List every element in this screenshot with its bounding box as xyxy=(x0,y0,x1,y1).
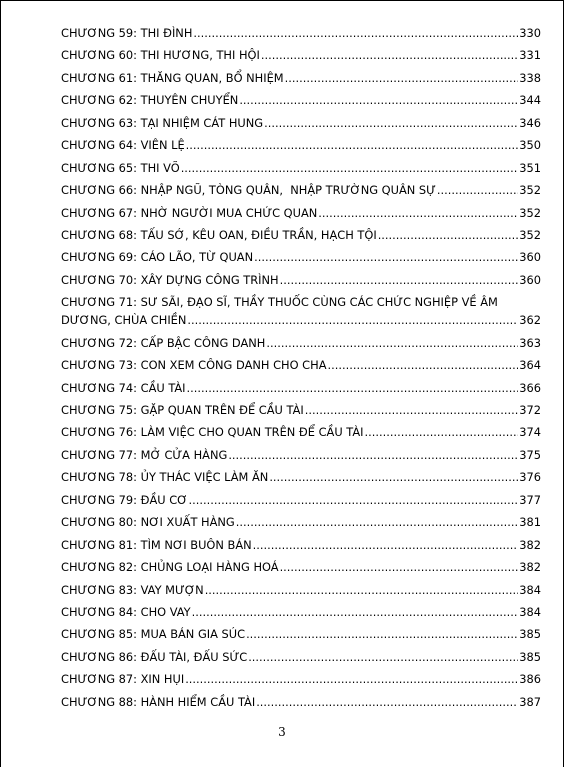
toc-entry-title: CHƯƠNG 77: MỞ CỬA HÀNG xyxy=(61,447,228,462)
toc-entry xyxy=(61,672,541,686)
toc-entry xyxy=(61,627,541,641)
toc-entry-title: CHƯƠNG 59: THI ĐÌNH xyxy=(61,26,193,40)
toc-entry xyxy=(61,515,541,529)
dot-leader xyxy=(185,672,518,686)
toc-entry xyxy=(61,183,541,197)
toc-entry-page: 382 xyxy=(519,537,541,552)
dot-leader xyxy=(228,448,518,462)
toc-entry-title: CHƯƠNG 73: CON XEM CÔNG DANH CHO CHA xyxy=(61,358,327,373)
dot-leader xyxy=(378,228,519,242)
dot-leader xyxy=(318,206,518,220)
dot-leader xyxy=(264,116,518,130)
toc-entry-title: CHƯƠNG 61: THĂNG QUAN, BỔ NHIỆM xyxy=(61,70,284,85)
toc-entry-page: 338 xyxy=(519,70,541,85)
toc-entry-page: 346 xyxy=(519,115,541,130)
toc-entry-page: 366 xyxy=(519,380,541,395)
toc-entry-title: CHƯƠNG 69: CÁO LÃO, TỪ QUAN xyxy=(61,250,254,265)
toc-entry-title: CHƯƠNG 88: HÀNH HIỂM CẦU TÀI xyxy=(61,694,256,709)
toc-entry xyxy=(61,93,541,107)
toc-entry xyxy=(61,116,541,130)
toc-entry-page: 352 xyxy=(519,183,541,198)
toc-entry-title: CHƯƠNG 79: ĐẦU CƠ xyxy=(61,492,188,507)
page-number: 3 xyxy=(278,725,286,739)
toc-entry-page: 363 xyxy=(519,335,541,350)
dot-leader xyxy=(236,515,519,529)
toc-entry-page: 375 xyxy=(519,447,541,462)
dot-leader xyxy=(253,538,519,552)
toc-entry-page: 376 xyxy=(519,470,541,485)
toc-entry xyxy=(61,695,541,709)
dot-leader xyxy=(254,250,518,264)
toc-entry xyxy=(61,71,541,85)
toc-entry-title: CHƯƠNG 76: LÀM VIỆC CHO QUAN TRÊN ĐỂ CẦU TÀI xyxy=(61,425,364,440)
toc-entry xyxy=(61,381,541,395)
dot-leader xyxy=(239,93,518,107)
toc-entry-title: CHƯƠNG 65: THI VÕ xyxy=(61,160,180,175)
toc-entry-title: CHƯƠNG 71: SƯ SÃI, ĐẠO SĨ, THẦY THUỐC CÙNG CÁC CHỨC NGHIỆP VỀ ÂM xyxy=(61,295,498,310)
toc-entry-title: CHƯƠNG 64: VIÊN LỆ xyxy=(61,138,185,153)
toc-entry xyxy=(61,403,541,417)
table-of-contents xyxy=(61,26,541,717)
toc-entry xyxy=(61,26,541,40)
dot-leader xyxy=(365,425,519,439)
toc-entry-title: CHƯƠNG 78: ỦY THÁC VIỆC LÀM ĂN xyxy=(61,470,269,485)
toc-entry-page: 377 xyxy=(519,492,541,507)
toc-entry-title: CHƯƠNG 87: XIN HỤI xyxy=(61,672,185,687)
dot-leader xyxy=(187,313,518,327)
toc-entry-page: 351 xyxy=(519,160,541,175)
toc-entry xyxy=(61,358,541,372)
dot-leader xyxy=(328,358,519,372)
toc-entry-title-line2: DƯƠNG, CHÙA CHIỀN xyxy=(61,313,187,328)
dot-leader xyxy=(181,161,519,175)
toc-entry-title: CHƯƠNG 68: TẤU SỚ, KÊU OAN, ĐIỀU TRẦN, HẠCH TỘI xyxy=(61,227,377,242)
toc-entry-page: 352 xyxy=(519,205,541,220)
toc-entry-page: 360 xyxy=(519,272,541,287)
toc-entry-title: CHƯƠNG 62: THUYÊN CHUYỂN xyxy=(61,93,239,108)
toc-entry-title: CHƯƠNG 80: NƠI XUẤT HÀNG xyxy=(61,515,235,530)
toc-entry-title: CHƯƠNG 81: TÌM NƠI BUÔN BÁN xyxy=(61,537,252,552)
toc-entry xyxy=(61,448,541,462)
toc-entry-page: 387 xyxy=(519,694,541,709)
toc-entry-page: 381 xyxy=(519,515,541,530)
dot-leader xyxy=(269,470,518,484)
toc-entry-page: 352 xyxy=(519,227,541,242)
toc-entry xyxy=(61,650,541,664)
toc-entry xyxy=(61,560,541,574)
toc-entry-page: 331 xyxy=(519,48,541,63)
toc-entry xyxy=(61,228,541,242)
toc-entry-title: CHƯƠNG 85: MUA BÁN GIA SÚC xyxy=(61,627,246,642)
dot-leader xyxy=(248,650,518,664)
toc-entry-page: 385 xyxy=(519,627,541,642)
toc-entry xyxy=(61,336,541,350)
toc-entry-title: CHƯƠNG 82: CHỦNG LOẠI HÀNG HOÁ xyxy=(61,560,279,575)
toc-entry-title: CHƯƠNG 84: CHO VAY xyxy=(61,604,191,619)
toc-entry-page: 362 xyxy=(519,313,541,328)
toc-entry xyxy=(61,250,541,264)
toc-entry xyxy=(61,493,541,507)
toc-entry xyxy=(61,425,541,439)
toc-entry-title: CHƯƠNG 83: VAY MƯỢN xyxy=(61,582,204,597)
toc-entry-page: 374 xyxy=(519,425,541,440)
dot-leader xyxy=(256,695,518,709)
toc-entry-title: CHƯƠNG 86: ĐẤU TÀI, ĐẤU SỨC xyxy=(61,649,248,664)
toc-entry-title: CHƯƠNG 75: GẶP QUAN TRÊN ĐỂ CẦU TÀI xyxy=(61,403,304,417)
toc-entry xyxy=(61,273,541,287)
toc-entry xyxy=(61,538,541,552)
dot-leader xyxy=(246,627,518,641)
dot-leader xyxy=(205,583,519,597)
toc-entry-page: 386 xyxy=(519,672,541,687)
dot-leader xyxy=(266,336,518,350)
dot-leader xyxy=(187,381,519,395)
toc-entry xyxy=(61,138,541,152)
toc-entry-title: CHƯƠNG 70: XÂY DỰNG CÔNG TRÌNH xyxy=(61,272,279,287)
toc-entry xyxy=(61,470,541,484)
toc-entry-title: CHƯƠNG 67: NHỜ NGƯỜI MUA CHỨC QUAN xyxy=(61,205,318,220)
toc-entry-page: 384 xyxy=(519,604,541,619)
toc-entry xyxy=(61,295,541,327)
toc-entry-page: 360 xyxy=(519,250,541,265)
toc-entry-page: 330 xyxy=(519,26,541,40)
dot-leader xyxy=(305,403,519,417)
toc-entry-page: 372 xyxy=(519,403,541,417)
toc-entry xyxy=(61,48,541,62)
dot-leader xyxy=(437,183,518,197)
toc-entry-title: CHƯƠNG 74: CẦU TÀI xyxy=(61,380,186,395)
dot-leader xyxy=(261,48,518,62)
dot-leader xyxy=(285,71,519,85)
toc-entry xyxy=(61,161,541,175)
dot-leader xyxy=(189,493,519,507)
toc-entry-title: CHƯƠNG 60: THI HƯƠNG, THI HỘI xyxy=(61,48,260,63)
toc-entry-page: 344 xyxy=(519,93,541,108)
toc-entry-page: 385 xyxy=(519,649,541,664)
toc-entry xyxy=(61,583,541,597)
toc-entry-title: CHƯƠNG 63: TẠI NHIỆM CÁT HUNG xyxy=(61,115,264,130)
dot-leader xyxy=(192,605,519,619)
dot-leader xyxy=(280,273,519,287)
dot-leader xyxy=(280,560,519,574)
toc-entry-page: 382 xyxy=(519,560,541,575)
dot-leader xyxy=(186,138,519,152)
toc-entry-continuation xyxy=(61,313,541,327)
toc-entry-title: CHƯƠNG 72: CẤP BẬC CÔNG DANH xyxy=(61,335,266,350)
toc-entry-title: CHƯƠNG 66: NHẬP NGŨ, TÒNG QUÂN, NHẬP TRƯỜNG QUÂN SỰ xyxy=(61,183,436,198)
toc-entry-page: 350 xyxy=(519,138,541,153)
toc-entry-page: 364 xyxy=(519,358,541,373)
toc-entry-page: 384 xyxy=(519,582,541,597)
toc-entry xyxy=(61,605,541,619)
toc-entry xyxy=(61,206,541,220)
dot-leader xyxy=(193,26,518,40)
